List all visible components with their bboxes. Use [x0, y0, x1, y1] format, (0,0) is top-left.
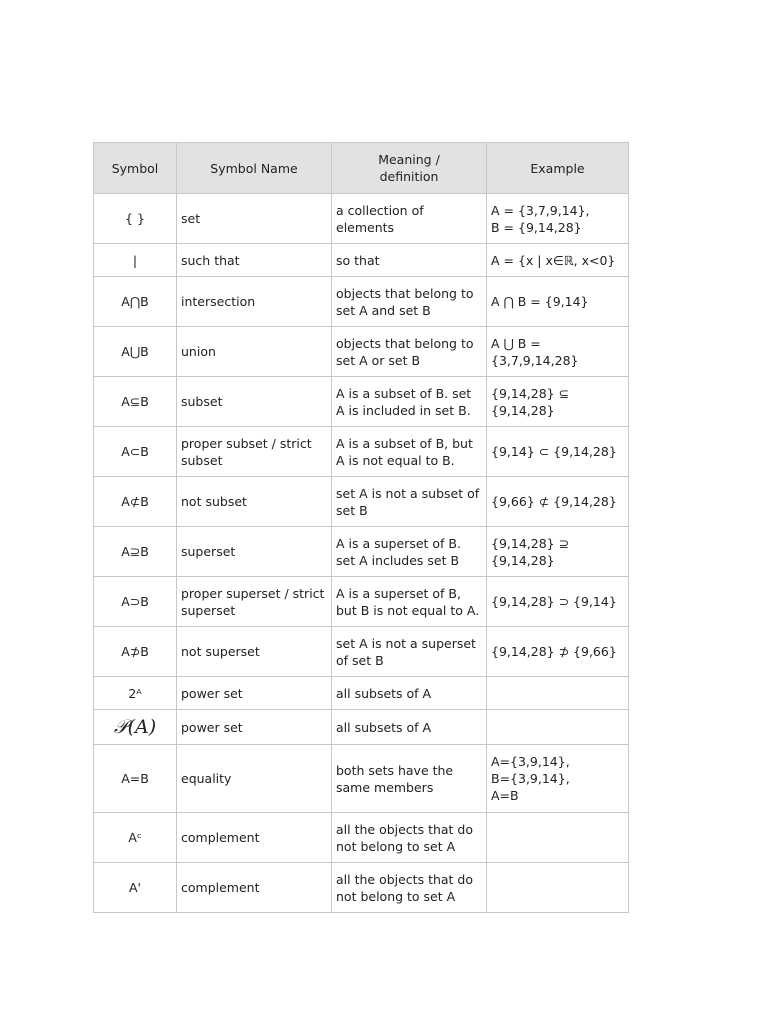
meaning-cell: a collection of elements	[332, 194, 487, 244]
table-row	[94, 277, 629, 327]
symbol-cell: |	[94, 244, 177, 277]
example-cell	[487, 863, 629, 913]
symbol-cell: A⊄B	[94, 477, 177, 527]
example-cell: {9,14,28} ⊆ {9,14,28}	[487, 377, 629, 427]
symbol-cell: A⋃B	[94, 327, 177, 377]
example-cell: A = {x | x∈ℝ, x<0}	[487, 244, 629, 277]
symbol-cell: A⊃B	[94, 577, 177, 627]
symbol-cell: A⊅B	[94, 627, 177, 677]
table-row	[94, 477, 629, 527]
meaning-cell: A is a subset of B. set A is included in set B.	[332, 377, 487, 427]
meaning-cell: all the objects that do not belong to set A	[332, 813, 487, 863]
table-row	[94, 327, 629, 377]
symbol-cell: A'	[94, 863, 177, 913]
table-header-row	[94, 143, 629, 194]
table-row	[94, 527, 629, 577]
table-row	[94, 377, 629, 427]
meaning-cell: A is a superset of B. set A includes set B	[332, 527, 487, 577]
example-cell: A ⋃ B = {3,7,9,14,28}	[487, 327, 629, 377]
table-row	[94, 194, 629, 244]
meaning-cell: objects that belong to set A and set B	[332, 277, 487, 327]
name-cell: such that	[177, 244, 332, 277]
meaning-cell: all the objects that do not belong to set A	[332, 863, 487, 913]
header-example: Example	[487, 143, 629, 194]
meaning-cell: all subsets of A	[332, 710, 487, 745]
name-cell: intersection	[177, 277, 332, 327]
symbol-cell: A⋂B	[94, 277, 177, 327]
name-cell: proper subset / strict subset	[177, 427, 332, 477]
name-cell: power set	[177, 677, 332, 710]
table-row	[94, 813, 629, 863]
name-cell: equality	[177, 745, 332, 813]
name-cell: proper superset / strict superset	[177, 577, 332, 627]
example-cell: A={3,9,14}, B={3,9,14}, A=B	[487, 745, 629, 813]
meaning-cell: set A is not a superset of set B	[332, 627, 487, 677]
meaning-cell: all subsets of A	[332, 677, 487, 710]
meaning-cell: A is a subset of B, but A is not equal to B.	[332, 427, 487, 477]
name-cell: union	[177, 327, 332, 377]
table-row	[94, 863, 629, 913]
name-cell: power set	[177, 710, 332, 745]
example-cell: {9,14} ⊂ {9,14,28}	[487, 427, 629, 477]
name-cell: not superset	[177, 627, 332, 677]
table-row	[94, 244, 629, 277]
meaning-cell: so that	[332, 244, 487, 277]
header-symbol: Symbol	[94, 143, 177, 194]
meaning-cell: A is a superset of B, but B is not equal to A.	[332, 577, 487, 627]
name-cell: superset	[177, 527, 332, 577]
table-row	[94, 427, 629, 477]
name-cell: complement	[177, 863, 332, 913]
table-row	[94, 577, 629, 627]
symbol-cell: A⊇B	[94, 527, 177, 577]
name-cell: subset	[177, 377, 332, 427]
header-symbol-name: Symbol Name	[177, 143, 332, 194]
symbol-cell: A⊆B	[94, 377, 177, 427]
name-cell: set	[177, 194, 332, 244]
example-cell: {9,14,28} ⊅ {9,66}	[487, 627, 629, 677]
symbol-cell: 2ᴬ	[94, 677, 177, 710]
example-cell	[487, 813, 629, 863]
header-meaning: Meaning / definition	[332, 143, 487, 194]
example-cell: A ⋂ B = {9,14}	[487, 277, 629, 327]
example-cell: A = {3,7,9,14}, B = {9,14,28}	[487, 194, 629, 244]
example-cell: {9,14,28} ⊃ {9,14}	[487, 577, 629, 627]
symbol-cell: A=B	[94, 745, 177, 813]
example-cell	[487, 710, 629, 745]
name-cell: not subset	[177, 477, 332, 527]
example-cell: {9,14,28} ⊇ {9,14,28}	[487, 527, 629, 577]
symbol-cell: A⊂B	[94, 427, 177, 477]
meaning-cell: both sets have the same members	[332, 745, 487, 813]
meaning-cell: set A is not a subset of set B	[332, 477, 487, 527]
example-cell: {9,66} ⊄ {9,14,28}	[487, 477, 629, 527]
set-symbols-table	[93, 142, 629, 913]
example-cell	[487, 677, 629, 710]
symbol-cell: { }	[94, 194, 177, 244]
table-row	[94, 627, 629, 677]
symbol-cell: Aᶜ	[94, 813, 177, 863]
table-row	[94, 745, 629, 813]
name-cell: complement	[177, 813, 332, 863]
table-row	[94, 710, 629, 745]
table-row	[94, 677, 629, 710]
symbol-cell: 𝒫(A)	[94, 710, 177, 745]
meaning-cell: objects that belong to set A or set B	[332, 327, 487, 377]
